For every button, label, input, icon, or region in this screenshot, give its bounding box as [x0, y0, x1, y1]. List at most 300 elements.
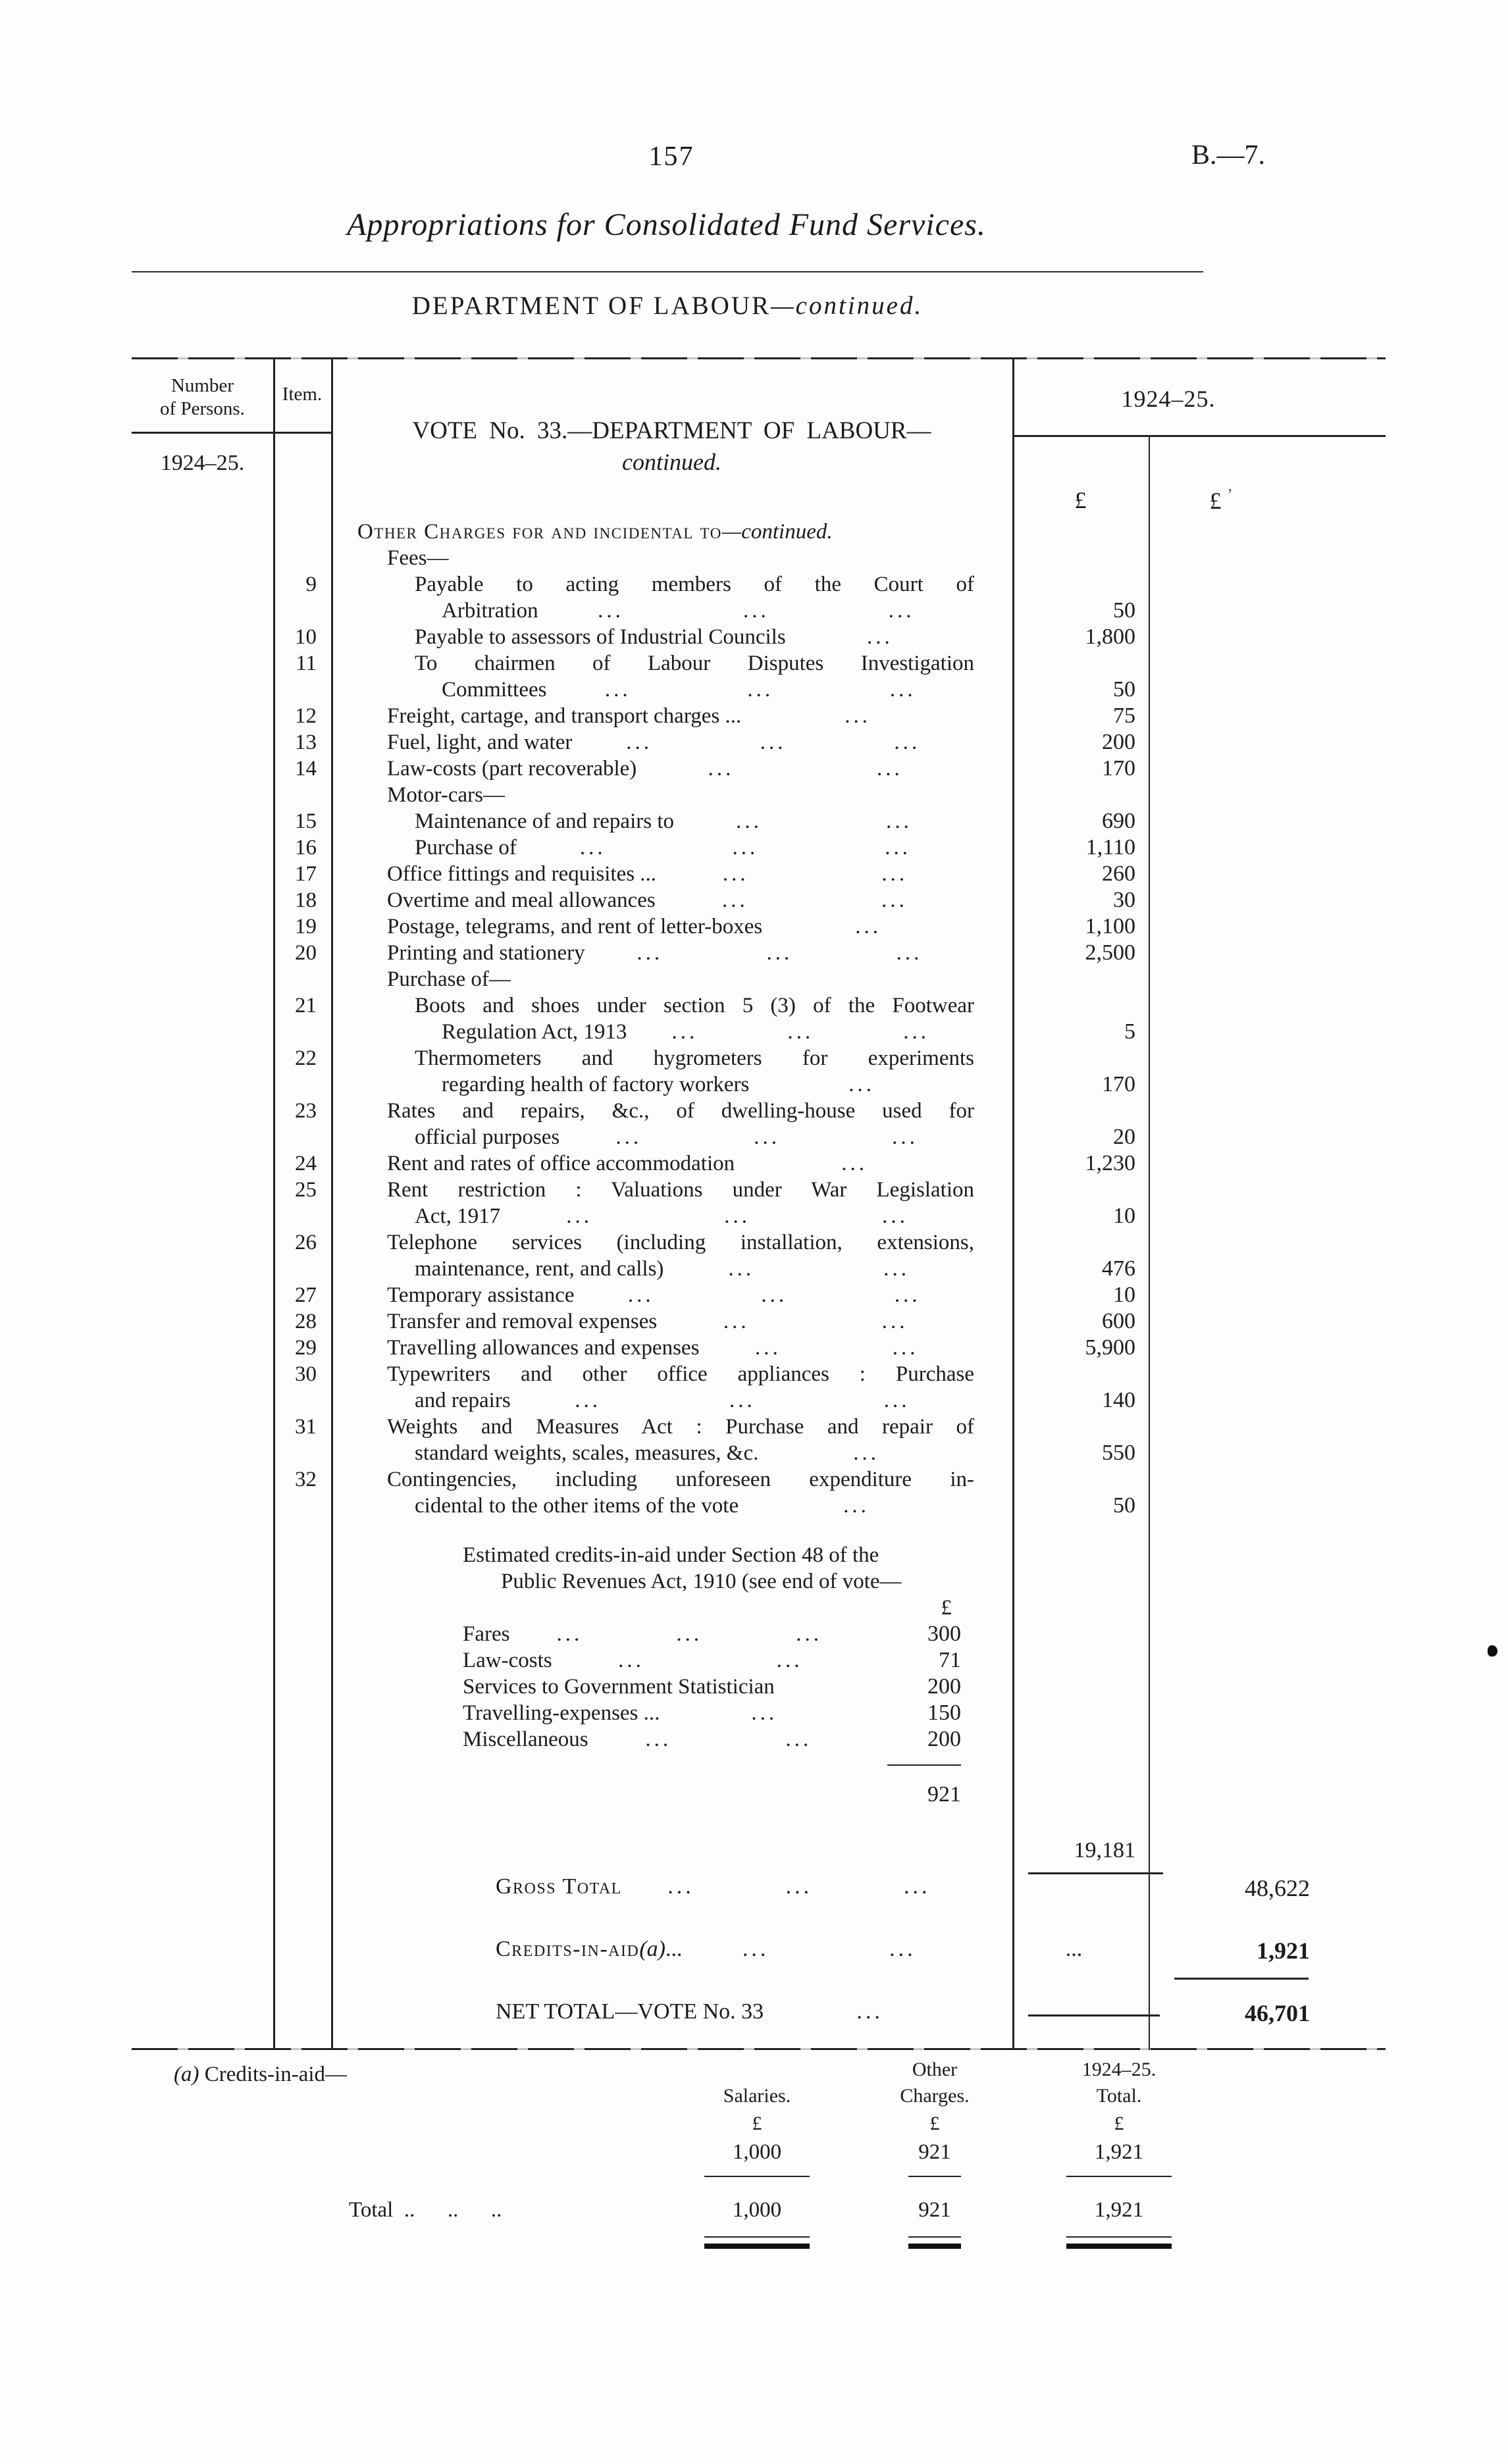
pound-sign-col2 [1185, 486, 1257, 515]
description-text: Fuel, light, and water [387, 731, 573, 754]
dots-leader: ... [732, 836, 759, 860]
dots-leader: ... [903, 1020, 929, 1044]
table-row [132, 756, 1386, 782]
subtotal-rule [1028, 1872, 1163, 1874]
dots-leader: ... [785, 1874, 813, 1899]
gross-subtotal-col1: 19,181 [1074, 1838, 1135, 1862]
dots-leader: ... [637, 941, 663, 965]
dots-leader: ... [881, 862, 908, 886]
row-item-number: 10 [295, 625, 317, 649]
description-line [331, 1387, 974, 1414]
table-row [132, 703, 1386, 729]
mini-total-rule [887, 1764, 961, 1766]
dots-leader: ... [894, 1283, 921, 1307]
dots-leader: ... [876, 757, 903, 781]
dots-leader: ... [856, 1999, 883, 2024]
dots-leader: ... [724, 1204, 750, 1228]
footnote-rule [704, 2176, 810, 2177]
description-line [331, 1308, 974, 1335]
description-line [331, 834, 974, 861]
dots-leader: ... [787, 1020, 814, 1044]
table-row [132, 1177, 1386, 1229]
table-row [132, 1098, 1386, 1150]
table-row [132, 1045, 1386, 1098]
row-description [331, 782, 1012, 808]
description-line [331, 1493, 974, 1519]
dots-leader: ... [894, 731, 921, 754]
description-text: regarding health of factory workers [442, 1073, 750, 1096]
row-item-number: 25 [295, 1178, 317, 1202]
dots-leader: ... [882, 1204, 908, 1228]
description-line [331, 887, 974, 913]
row-amount-col1: 476 [1102, 1256, 1135, 1281]
mini-credit-label: Fares [463, 1622, 510, 1646]
col-header-right-year: 1924–25. [1121, 386, 1216, 412]
dots-leader: ... [676, 1622, 703, 1646]
table-row [132, 887, 1386, 913]
row-item-number: 31 [295, 1415, 317, 1439]
dots-leader: ... [881, 888, 908, 912]
table-row [132, 1414, 1386, 1466]
row-amount-col1: 50 [1113, 598, 1135, 623]
table-row [132, 650, 1386, 703]
description-line [331, 624, 974, 650]
description-text: Arbitration [442, 599, 538, 623]
table-row [132, 545, 1386, 571]
dots-leader: ... [853, 1441, 880, 1465]
pound-sign-col1: £ [1074, 487, 1087, 513]
footnote-pound: £ [752, 2113, 762, 2134]
footnote-value: 921 [918, 2140, 951, 2164]
row-description [331, 1414, 1012, 1466]
description-line [331, 940, 974, 966]
dots-leader: ... [866, 625, 893, 649]
col-header-left-year: 1924–25. [160, 451, 245, 475]
footnote-table [132, 2052, 1402, 2447]
dots-leader: ... [892, 1336, 919, 1360]
row-amount-col1: 5,900 [1085, 1335, 1135, 1360]
department-subtitle-caps: DEPARTMENT OF LABOUR [411, 292, 771, 320]
footnote-header-bottom: Salaries. [723, 2085, 791, 2107]
dots-leader: ... [904, 1874, 931, 1899]
row-description [331, 1466, 1012, 1519]
description-line: Contingencies, including unforeseen expenditure in- [387, 1468, 974, 1491]
dots-leader: ... [766, 941, 793, 965]
document-reference: B.—7. [1191, 140, 1266, 170]
description-line: To chairmen of Labour Disputes Investigation [415, 652, 974, 675]
dots-leader: ... [708, 757, 735, 781]
row-description [331, 1308, 1012, 1335]
description-line [331, 913, 974, 940]
description-text: and repairs [415, 1389, 511, 1412]
row-item-number: 17 [295, 862, 317, 886]
row-amount-col1: 30 [1113, 888, 1135, 912]
row-item-number: 29 [295, 1336, 317, 1360]
description-text: Law-costs (part recoverable) [387, 757, 637, 781]
totals-amount: 48,622 [1245, 1875, 1310, 1901]
dots-leader: ... [579, 836, 606, 860]
mini-credit-row [331, 1647, 974, 1674]
description-line: Telephone services (including installation, extensions, [387, 1231, 974, 1254]
footnote-header-top: Other [912, 2059, 958, 2080]
col-header-number-of-persons [132, 374, 273, 421]
row-description [331, 1150, 1012, 1177]
description-line [331, 1282, 974, 1308]
ink-blot [1488, 1645, 1497, 1656]
description-text: Fees— [387, 546, 449, 570]
spacer [775, 1674, 869, 1700]
description-text: official purposes [415, 1125, 560, 1149]
dots-leader: ... [761, 1283, 788, 1307]
footnote-header-top: 1924–25. [1081, 2059, 1157, 2080]
table-row [132, 1229, 1386, 1282]
description-line: Typewriters and other office appliances : Purchase [387, 1362, 974, 1386]
dots-leader: ... [556, 1622, 583, 1646]
row-item-number: 22 [295, 1046, 317, 1070]
totals-row-label [496, 1874, 1012, 1899]
row-amount-col1: 140 [1102, 1388, 1135, 1412]
row-amount-col1: 200 [1102, 730, 1135, 754]
description-text: Committees [442, 678, 547, 702]
row-item-number: 9 [305, 573, 317, 596]
row-item-number: 19 [295, 915, 317, 938]
row-item-number: 11 [296, 652, 317, 675]
table-row [132, 966, 1386, 992]
footnote-pound: £ [1114, 2113, 1124, 2134]
row-description [331, 650, 1012, 703]
description-text: maintenance, rent, and calls) [415, 1257, 664, 1281]
description-text: Payable to assessors of Industrial Councils [415, 625, 786, 649]
totals-label-text: NET TOTAL—VOTE No. 33 [496, 1999, 764, 2024]
dots-leader: ... [566, 1204, 592, 1228]
row-description [331, 1098, 1012, 1150]
footnote-label [174, 2063, 347, 2087]
row-description [331, 1045, 1012, 1098]
row-description [331, 913, 1012, 940]
table-row [132, 571, 1386, 624]
row-description [331, 1177, 1012, 1229]
dots-leader: ... [615, 1125, 642, 1149]
footnote-total-value: 921 [918, 2198, 951, 2222]
row-description [331, 756, 1012, 782]
mini-credit-amount: 200 [927, 1727, 961, 1751]
dots-leader: ... [754, 1336, 781, 1360]
row-description [331, 703, 1012, 729]
dots-leader: ... [671, 1020, 698, 1044]
dots-leader: ... [754, 1125, 780, 1149]
table-rows [132, 519, 1386, 1808]
dots-leader: ... [841, 1152, 868, 1175]
row-description [331, 1335, 1012, 1361]
description-line: Boots and shoes under section 5 (3) of the Footwear [415, 994, 974, 1017]
row-description [331, 940, 1012, 966]
description-line [331, 729, 974, 756]
row-item-number: 20 [295, 941, 317, 965]
description-text: Transfer and removal expenses [387, 1310, 658, 1333]
table-row [132, 729, 1386, 756]
dots-leader: ... [747, 678, 774, 702]
row-amount-col1: 690 [1102, 809, 1135, 833]
mini-credit-amount: 150 [927, 1701, 961, 1725]
dots-leader: ... [627, 1283, 654, 1307]
mini-credit-label: Travelling-expenses ... [463, 1701, 660, 1725]
footnote-rule [908, 2176, 961, 2177]
dots-leader: ... [889, 1937, 916, 1961]
dots-leader: ... [722, 862, 749, 886]
totals-col1-dots: ... [1065, 1937, 1083, 1961]
dots-leader: ... [885, 836, 911, 860]
dots-leader: ... [729, 1389, 756, 1412]
row-amount-col1: 1,230 [1085, 1151, 1135, 1175]
description-text: Regulation Act, 1913 [442, 1020, 627, 1044]
stray-print-mark: ’ [1227, 486, 1233, 503]
document-title: Appropriations for Consolidated Fund Services. [347, 207, 986, 242]
dots-leader: ... [728, 1257, 755, 1281]
number-of-persons-line2: of Persons. [160, 398, 245, 419]
description-line: Payable to acting members of the Court of [415, 573, 974, 596]
table-row [132, 519, 1386, 545]
credits-note [331, 1542, 1012, 1808]
row-amount-col1: 50 [1113, 677, 1135, 702]
table-row [132, 940, 1386, 966]
description-line: Thermometers and hygrometers for experiments [415, 1046, 974, 1070]
credits-note-line1: Estimated credits-in-aid under Section 48 of the [463, 1543, 879, 1567]
row-item-number: 18 [295, 888, 317, 912]
vote-title-line1: VOTE No. 33.—DEPARTMENT OF LABOUR— [412, 417, 931, 444]
department-subtitle-continued: —continued. [771, 292, 923, 320]
table-row [132, 861, 1386, 887]
footnote-header-bottom: Total. [1096, 2085, 1142, 2107]
description-line [331, 703, 974, 729]
table-row [132, 1335, 1386, 1361]
description-text: standard weights, scales, measures, &c. [415, 1441, 759, 1465]
description-text: Overtime and meal allowances [387, 888, 656, 912]
table-row [132, 1150, 1386, 1177]
description-line [331, 808, 974, 834]
table-row [132, 624, 1386, 650]
row-description [331, 571, 1012, 624]
totals-label-text: Credits-in-aid [496, 1937, 640, 1961]
description-text: Purchase of [415, 836, 517, 860]
description-line [331, 1124, 974, 1150]
description-line [331, 1019, 974, 1045]
footnote-total-label: Total .. .. .. [349, 2198, 513, 2222]
row-description [331, 1361, 1012, 1414]
row-amount-col1: 2,500 [1085, 940, 1135, 965]
row-item-number: 24 [295, 1152, 317, 1175]
dots-leader: ... [848, 1073, 875, 1096]
mini-credit-row [331, 1674, 974, 1700]
table-row [132, 808, 1386, 834]
number-of-persons-line1: Number [170, 375, 234, 396]
dots-leader: ... [892, 1125, 918, 1149]
row-description [331, 966, 1012, 992]
row-description [331, 861, 1012, 887]
row-item-number: 32 [295, 1468, 317, 1491]
left-header-rule [132, 432, 331, 434]
mini-credit-amount: 71 [939, 1648, 962, 1672]
section-heading-continued: —continued. [721, 520, 833, 544]
description-line [331, 598, 974, 624]
row-item-number: 28 [295, 1310, 317, 1333]
totals-row-label [496, 1937, 1012, 1962]
section-heading-line [331, 519, 974, 545]
credits-note-pound: £ [941, 1596, 952, 1620]
right-header-rule [1012, 435, 1386, 437]
row-item-number: 30 [295, 1362, 317, 1386]
description-text: Maintenance of and repairs to [415, 809, 675, 833]
row-description [331, 992, 1012, 1045]
row-item-number: 13 [295, 731, 317, 754]
row-item-number: 12 [295, 704, 317, 728]
description-text: Postage, telegrams, and rent of letter-boxes [387, 915, 763, 938]
footnote-double-rule [908, 2236, 961, 2249]
credits-note-row [132, 1542, 1386, 1808]
mini-credit-label: Miscellaneous [463, 1728, 588, 1751]
description-line [331, 545, 974, 571]
mini-credit-amount: 200 [927, 1674, 961, 1699]
dots-leader: ... [886, 809, 912, 833]
row-amount-col1: 260 [1102, 861, 1135, 886]
row-item-number: 27 [295, 1283, 317, 1307]
row-amount-col1: 10 [1113, 1283, 1135, 1307]
row-item-number: 26 [295, 1231, 317, 1254]
footnote-value: 1,000 [732, 2140, 782, 2164]
row-amount-col1: 20 [1113, 1125, 1135, 1149]
row-description [331, 808, 1012, 834]
row-item-number: 21 [295, 994, 317, 1017]
dots-leader: ... [626, 731, 652, 754]
row-description [331, 545, 1012, 571]
dots-leader: ... [742, 1937, 769, 1961]
dots-leader: ... [667, 1874, 694, 1899]
dots-leader: ... [889, 678, 916, 702]
table-top-rule [132, 357, 1386, 359]
mini-credit-total: 921 [927, 1782, 961, 1807]
dots-leader: ... [721, 888, 748, 912]
footnote-header-bottom: Charges. [900, 2085, 970, 2107]
row-amount-col1: 50 [1113, 1493, 1135, 1518]
mini-credit-amount: 300 [927, 1622, 962, 1646]
description-text: Rent and rates of office accommodation [387, 1152, 735, 1175]
totals-row-label [496, 1999, 1012, 2024]
dots-leader: ... [896, 941, 923, 965]
description-line: Weights and Measures Act : Purchase and repair of [387, 1415, 974, 1439]
row-amount-col1: 1,110 [1085, 835, 1135, 860]
footnote-pound: £ [929, 2113, 940, 2134]
dots-leader: ... [742, 599, 769, 623]
totals-label-marker: (a) [639, 1937, 665, 1961]
row-description [331, 729, 1012, 756]
description-line [331, 1203, 974, 1229]
row-amount-col1: 75 [1113, 704, 1135, 728]
mini-credit-row [331, 1726, 974, 1753]
vote-title-line2: continued. [622, 449, 721, 475]
section-heading-smallcaps: Other Charges for and incidental to [357, 520, 722, 544]
table-bottom-rule [132, 2048, 1386, 2050]
totals-label-suffix: ... [665, 1937, 683, 1961]
table-row [132, 1466, 1386, 1519]
dots-leader: ... [751, 1701, 778, 1725]
dots-leader: ... [776, 1649, 803, 1672]
totals-amount: 46,701 [1245, 2000, 1310, 2026]
dots-leader: ... [888, 599, 915, 623]
dots-leader: ... [881, 1310, 908, 1333]
mini-credit-row [331, 1621, 974, 1647]
row-amount-col1: 1,800 [1085, 625, 1135, 649]
dots-leader: ... [575, 1389, 601, 1412]
table-row [132, 913, 1386, 940]
description-text: Motor-cars— [387, 783, 505, 807]
dots-leader: ... [645, 1728, 672, 1751]
dots-leader: ... [855, 915, 881, 938]
dots-leader: ... [845, 704, 871, 728]
row-description [331, 834, 1012, 861]
title-rule [132, 271, 1203, 272]
description-line [331, 782, 974, 808]
description-line [331, 1150, 974, 1177]
table-row [132, 1282, 1386, 1308]
dots-leader: ... [723, 1310, 750, 1333]
footnote-double-rule [704, 2236, 810, 2249]
footnote-total-value: 1,921 [1094, 2198, 1144, 2222]
description-text: Travelling allowances and expenses [387, 1336, 700, 1360]
description-line [331, 756, 974, 782]
row-amount-col1: 170 [1102, 756, 1135, 781]
totals-label-text: Gross Total [496, 1874, 622, 1899]
footnote-double-rule [1066, 2236, 1172, 2249]
mini-credit-row [331, 1700, 974, 1726]
table-row [132, 834, 1386, 861]
description-text: Freight, cartage, and transport charges ... [387, 704, 742, 728]
footnote-total-value: 1,000 [732, 2198, 782, 2222]
description-line [331, 1440, 974, 1466]
description-text: Temporary assistance [387, 1283, 575, 1307]
row-amount-col1: 5 [1124, 1019, 1135, 1044]
dots-leader: ... [604, 678, 631, 702]
net-col1-dash [1028, 2015, 1160, 2016]
dots-leader: ... [883, 1389, 910, 1412]
description-line [331, 966, 974, 992]
row-amount-col1: 10 [1113, 1204, 1135, 1228]
description-text: Printing and stationery [387, 941, 585, 965]
row-amount-col1: 550 [1102, 1441, 1135, 1465]
dots-leader: ... [883, 1257, 910, 1281]
description-line [331, 1071, 974, 1098]
description-text: Act, 1917 [415, 1204, 501, 1228]
dots-leader: ... [618, 1649, 644, 1672]
credits-note-line2: Public Revenues Act, 1910 (see end of vote— [501, 1570, 902, 1593]
row-description [331, 1229, 1012, 1282]
row-item-number: 15 [295, 809, 317, 833]
description-line: Rates and repairs, &c., of dwelling-house used for [387, 1099, 974, 1123]
footnote-value: 1,921 [1094, 2140, 1144, 2164]
row-amount-col1: 1,100 [1085, 914, 1135, 938]
table-row [132, 1308, 1386, 1335]
description-text: cidental to the other items of the vote [415, 1494, 739, 1518]
row-description [331, 519, 1012, 545]
mini-credit-label: Services to Government Statistician [463, 1675, 775, 1699]
description-text: Purchase of— [387, 967, 511, 991]
page-number: 157 [648, 141, 694, 172]
description-line [331, 1335, 974, 1361]
description-line [331, 1256, 974, 1282]
net-rule-above [1174, 1978, 1309, 1980]
row-item-number: 23 [295, 1099, 317, 1123]
row-description [331, 1282, 1012, 1308]
col-header-item: Item. [282, 384, 323, 405]
row-item-number: 14 [295, 757, 317, 781]
